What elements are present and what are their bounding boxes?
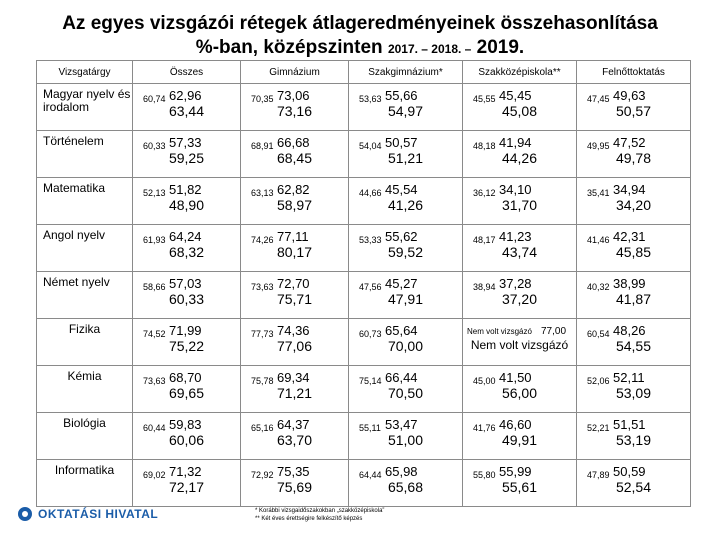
score-cell [241, 319, 349, 366]
score-2018: 49,63 [613, 88, 646, 103]
title-years: 2017. – 2018. – [387, 42, 472, 56]
score-2018: 71,99 [169, 323, 202, 338]
score-2019: 77,06 [276, 338, 313, 354]
score-cell [349, 225, 463, 272]
score-2019: 65,68 [387, 479, 424, 495]
score-2018: 53,47 [385, 417, 418, 432]
score-2018: 45,45 [499, 88, 532, 103]
score-2019: 37,20 [501, 291, 538, 307]
score-cell [349, 178, 463, 225]
score-2018: 77,11 [277, 229, 309, 244]
score-2019: 43,74 [501, 244, 538, 260]
score-2017: 52,13 [143, 188, 166, 198]
score-2018: 62,96 [169, 88, 202, 103]
score-2019: 68,45 [276, 150, 313, 166]
score-cell [463, 366, 577, 413]
score-2017: 55,80 [473, 470, 496, 480]
score-cell [463, 131, 577, 178]
score-2019: 50,57 [615, 103, 652, 119]
score-2018: 37,28 [499, 276, 532, 291]
score-2017: 55,11 [359, 423, 381, 433]
score-2017: 60,54 [587, 329, 610, 339]
score-cell [463, 225, 577, 272]
score-2019: 54,97 [387, 103, 424, 119]
score-2017: 70,35 [251, 94, 274, 104]
score-2019: 59,25 [168, 150, 205, 166]
score-2018: 65,64 [385, 323, 418, 338]
score-cell [133, 84, 241, 131]
logo-text: OKTATÁSI HIVATAL [38, 507, 159, 521]
score-2018: 64,37 [277, 417, 310, 432]
score-2019: 52,54 [615, 479, 652, 495]
score-cell [241, 131, 349, 178]
table-row [37, 84, 691, 131]
oktatasi-hivatal-logo [18, 504, 158, 524]
score-2018: 50,59 [613, 464, 646, 479]
score-cell [133, 272, 241, 319]
score-2018: 41,50 [499, 370, 532, 385]
score-2018: 66,44 [385, 370, 418, 385]
column-header: Gimnázium [241, 61, 349, 84]
subject-name: Informatika [37, 460, 133, 507]
score-2018: 34,94 [613, 182, 646, 197]
score-2017: Nem volt vizsgázó [467, 327, 532, 336]
score-2018: 55,62 [385, 229, 418, 244]
score-2018: 55,66 [385, 88, 418, 103]
score-2017: 75,14 [359, 376, 382, 386]
score-2017: 48,18 [473, 141, 496, 151]
score-cell [577, 84, 691, 131]
score-2018: 71,32 [169, 464, 202, 479]
title-line-1: Az egyes vizsgázói rétegek átlageredményeinek összehasonlítása [62, 13, 658, 34]
score-cell [241, 460, 349, 507]
score-2017: 45,00 [473, 376, 496, 386]
score-2019: 70,50 [387, 385, 424, 401]
score-cell [577, 131, 691, 178]
score-2017: 60,73 [359, 329, 382, 339]
table-row [37, 225, 691, 272]
score-cell [577, 413, 691, 460]
score-2017: 48,17 [473, 235, 496, 245]
column-header: Felnőttoktatás [577, 61, 691, 84]
score-2019: 47,91 [387, 291, 424, 307]
score-2019: 59,52 [387, 244, 424, 260]
score-cell [349, 84, 463, 131]
score-2018: 75,35 [277, 464, 310, 479]
table-row [37, 178, 691, 225]
score-2017: 47,56 [359, 282, 382, 292]
score-cell [349, 131, 463, 178]
score-2017: 61,93 [143, 235, 166, 245]
score-2019: Nem volt vizsgázó [470, 338, 569, 352]
score-2019: 75,22 [168, 338, 205, 354]
score-2018: 68,70 [169, 370, 202, 385]
score-2019: 45,85 [615, 244, 652, 260]
score-2017: 73,63 [143, 376, 166, 386]
score-2018: 51,51 [613, 417, 646, 432]
title-current-year: 2019. [476, 37, 525, 58]
subject-name: Angol nyelv [37, 225, 133, 272]
footnotes [255, 507, 384, 523]
subject-name: Fizika [37, 319, 133, 366]
score-cell [349, 366, 463, 413]
score-2018: 41,94 [499, 135, 532, 150]
score-2019: 51,00 [387, 432, 424, 448]
score-2018: 65,98 [385, 464, 418, 479]
subject-name: Történelem [37, 131, 133, 178]
table-row [37, 460, 691, 507]
score-cell [241, 272, 349, 319]
score-2018: 45,54 [385, 182, 418, 197]
score-2017: 41,76 [473, 423, 496, 433]
score-2017: 54,04 [359, 141, 382, 151]
subject-name: Német nyelv [37, 272, 133, 319]
score-2018: 73,06 [277, 88, 310, 103]
score-2019: 75,69 [276, 479, 313, 495]
score-2019: 41,87 [615, 291, 652, 307]
score-2018: 62,82 [277, 182, 310, 197]
score-2017: 47,89 [587, 470, 610, 480]
score-cell [241, 225, 349, 272]
score-2018: 72,70 [277, 276, 310, 291]
score-2017: 65,16 [251, 423, 274, 433]
score-2019: 75,71 [276, 291, 313, 307]
column-header: Szakközépiskola** [463, 61, 577, 84]
score-2018: 57,33 [169, 135, 202, 150]
score-2017: 41,46 [587, 235, 610, 245]
column-header: Szakgimnázium* [349, 61, 463, 84]
table-row [37, 131, 691, 178]
score-cell [133, 319, 241, 366]
score-2018: 74,36 [277, 323, 310, 338]
score-2019: 31,70 [501, 197, 538, 213]
score-2019: 48,90 [168, 197, 205, 213]
score-2019: 53,19 [615, 432, 652, 448]
score-cell [241, 413, 349, 460]
table-row [37, 366, 691, 413]
score-2017: 47,45 [587, 94, 610, 104]
score-2019: 70,00 [387, 338, 424, 354]
score-cell [463, 178, 577, 225]
score-2017: 60,74 [143, 94, 166, 104]
subject-name: Biológia [37, 413, 133, 460]
score-2018: 46,60 [499, 417, 532, 432]
score-2019: 63,70 [276, 432, 313, 448]
score-2019: 44,26 [501, 150, 538, 166]
score-2018: 42,31 [613, 229, 646, 244]
score-2019: 68,32 [168, 244, 205, 260]
score-2017: 35,41 [587, 188, 610, 198]
score-2017: 74,26 [251, 235, 274, 245]
score-cell [349, 319, 463, 366]
score-2018: 34,10 [499, 182, 532, 197]
score-2017: 75,78 [251, 376, 274, 386]
score-2019: 56,00 [501, 385, 538, 401]
score-cell [577, 178, 691, 225]
score-2019: 60,06 [168, 432, 205, 448]
score-2019: 71,21 [276, 385, 313, 401]
score-2019: 54,55 [615, 338, 652, 354]
score-cell [577, 366, 691, 413]
score-cell [349, 460, 463, 507]
title-line-2 [0, 36, 720, 61]
score-cell [241, 84, 349, 131]
footnote-1: * Korábbi vizsgaidőszakokban „szakközépiskola” [255, 508, 385, 514]
footnote-2: ** Két éves érettségire felkészítő képzés [255, 516, 363, 522]
score-cell [133, 460, 241, 507]
score-2019: 73,16 [276, 103, 313, 119]
score-2018: 51,82 [169, 182, 202, 197]
score-cell [241, 178, 349, 225]
score-cell [133, 131, 241, 178]
score-2019: 63,44 [168, 103, 205, 119]
score-2018: 57,03 [169, 276, 202, 291]
score-2019: 80,17 [276, 244, 313, 260]
score-cell [133, 225, 241, 272]
score-2018: 64,24 [169, 229, 202, 244]
score-cell [463, 272, 577, 319]
score-2019: 72,17 [168, 479, 205, 495]
score-2017: 77,73 [251, 329, 274, 339]
page-title [0, 12, 720, 61]
table-body [37, 84, 691, 507]
score-2018: 45,27 [385, 276, 418, 291]
score-cell [463, 84, 577, 131]
results-table [36, 60, 691, 507]
score-cell [577, 272, 691, 319]
score-cell [463, 413, 577, 460]
score-2018: 48,26 [613, 323, 646, 338]
score-2019: 60,33 [168, 291, 205, 307]
score-2018: 50,57 [385, 135, 418, 150]
column-header: Vizsgatárgy [37, 61, 133, 84]
score-cell [463, 460, 577, 507]
score-cell [577, 460, 691, 507]
subject-name: Magyar nyelv és irodalom [37, 84, 133, 131]
circle-logo-icon [18, 507, 32, 521]
score-2017: 63,13 [251, 188, 274, 198]
score-cell [349, 272, 463, 319]
score-2019: 49,91 [501, 432, 538, 448]
score-2017: 64,44 [359, 470, 382, 480]
score-cell [577, 225, 691, 272]
score-2017: 60,33 [143, 141, 166, 151]
score-2017: 74,52 [143, 329, 166, 339]
title-main: %-ban, középszinten [195, 37, 383, 58]
score-2017: 73,63 [251, 282, 274, 292]
score-2019: 53,09 [615, 385, 652, 401]
score-2017: 68,91 [251, 141, 274, 151]
score-2018: 52,11 [613, 370, 645, 385]
score-2017: 69,02 [143, 470, 166, 480]
score-2019: 41,26 [387, 197, 424, 213]
score-2018: 66,68 [277, 135, 310, 150]
score-2017: 40,32 [587, 282, 610, 292]
score-2017: 52,21 [587, 423, 610, 433]
score-2019: 69,65 [168, 385, 205, 401]
score-2017: 53,33 [359, 235, 382, 245]
score-2017: 53,63 [359, 94, 382, 104]
score-2017: 58,66 [143, 282, 166, 292]
header-row [37, 61, 691, 84]
score-2017: 52,06 [587, 376, 610, 386]
score-2018: 47,52 [613, 135, 646, 150]
score-2017: 60,44 [143, 423, 166, 433]
score-2019: 34,20 [615, 197, 652, 213]
score-cell [133, 366, 241, 413]
score-2019: 58,97 [276, 197, 313, 213]
score-2017: 36,12 [473, 188, 496, 198]
score-2019: 49,78 [615, 150, 652, 166]
subject-name: Matematika [37, 178, 133, 225]
score-2017: 44,66 [359, 188, 382, 198]
score-2019: 51,21 [387, 150, 424, 166]
score-2018: 77,00 [541, 326, 567, 337]
score-cell [463, 319, 577, 366]
column-header: Összes [133, 61, 241, 84]
score-cell [349, 413, 463, 460]
score-2017: 45,55 [473, 94, 496, 104]
score-2018: 69,34 [277, 370, 310, 385]
table-row [37, 272, 691, 319]
subject-name: Kémia [37, 366, 133, 413]
table-row [37, 413, 691, 460]
score-2017: 38,94 [473, 282, 496, 292]
score-2019: 55,61 [501, 479, 538, 495]
score-2018: 55,99 [499, 464, 532, 479]
score-cell [577, 319, 691, 366]
score-2018: 38,99 [613, 276, 646, 291]
score-cell [133, 413, 241, 460]
score-2017: 49,95 [587, 141, 610, 151]
score-2019: 45,08 [501, 103, 538, 119]
score-2018: 41,23 [499, 229, 532, 244]
table-row [37, 319, 691, 366]
score-2018: 59,83 [169, 417, 202, 432]
score-cell [133, 178, 241, 225]
score-cell [241, 366, 349, 413]
score-2017: 72,92 [251, 470, 274, 480]
